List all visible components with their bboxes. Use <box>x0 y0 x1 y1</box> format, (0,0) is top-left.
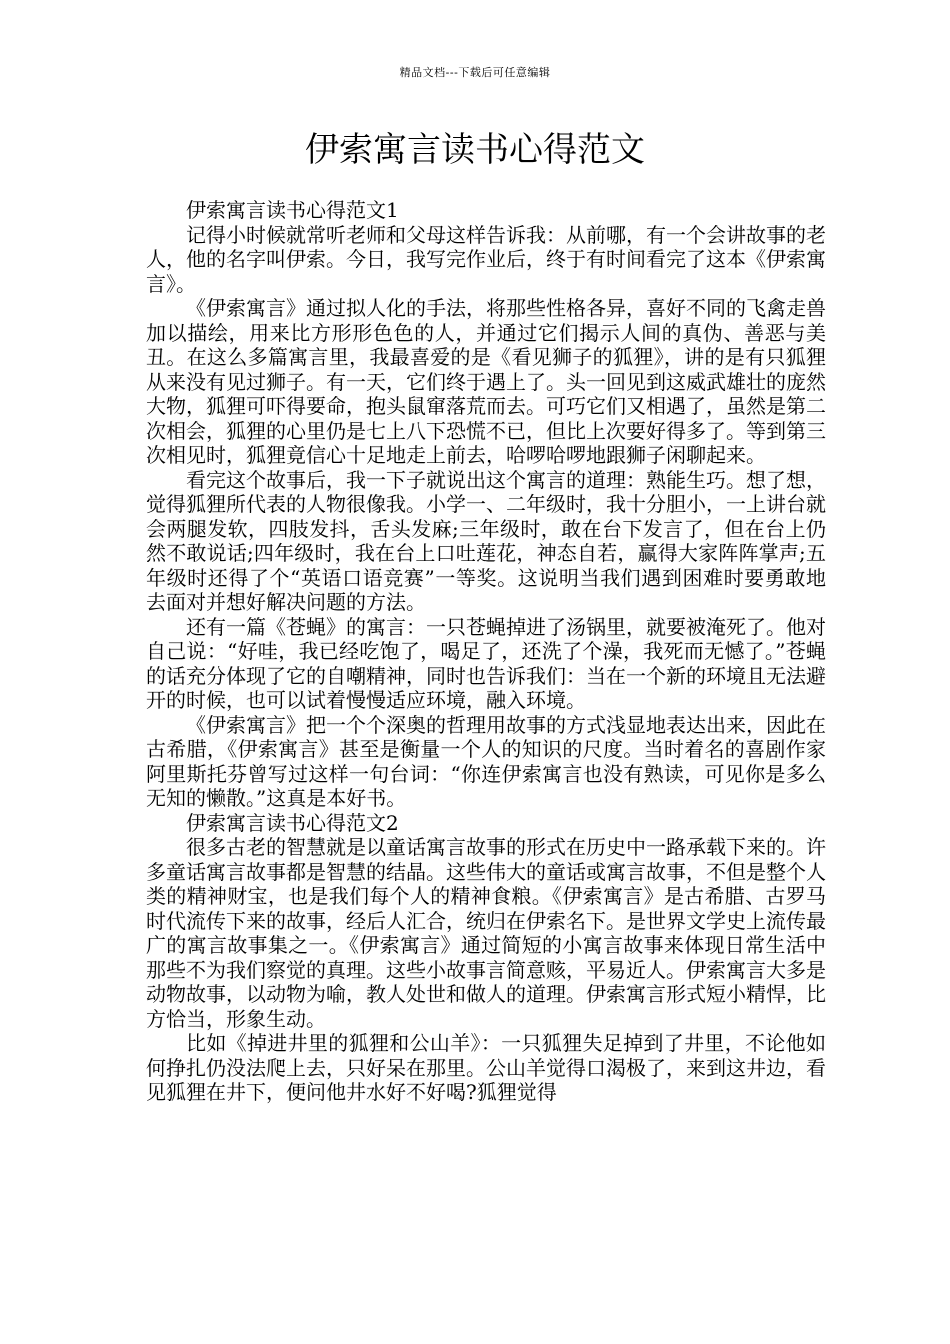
paragraph: 记得小时候就常听老师和父母这样告诉我：从前哪，有一个会讲故事的老人，他的名字叫伊索。今日，我写完作业后，终于有时间看完了这本《伊索寓言》。 <box>146 222 826 296</box>
paragraph: 还有一篇《苍蝇》的寓言：一只苍蝇掉进了汤锅里，就要被淹死了。他对自己说：“好哇，我已经吃饱了，喝足了，还洗了个澡，我死而无憾了。”苍蝇的话充分体现了它的自嘲精神，同时也告诉我们：当在一个新的环境且无法避开的时候，也可以试着慢慢适应环境，融入环境。 <box>146 614 826 712</box>
section-heading-1: 伊索寓言读书心得范文1 <box>186 198 399 222</box>
paragraph: 比如《掉进井里的狐狸和公山羊》：一只狐狸失足掉到了井里，不论他如何挣扎仍没法爬上去，只好呆在那里。公山羊觉得口渴极了，来到这井边，看见狐狸在井下，便问他井水好不好喝?狐狸觉得 <box>146 1031 826 1104</box>
paragraph: 很多古老的智慧就是以童话寓言故事的形式在历史中一路承载下来的。许多童话寓言故事都是智慧的结晶。这些伟大的童话或寓言故事，不但是整个人类的精神财宝，也是我们每个人的精神食粮。《伊索寓言》是古希腊、古罗马时代流传下来的故事，经后人汇合，统归在伊索名下。是世界文学史上流传最广的寓言故事集之一。《伊索寓言》通过简短的小寓言故事来体现日常生活中那些不为我们察觉的真理。这些小故事言简意赅，平易近人。伊索寓言大多是动物故事，以动物为喻，教人处世和做人的道理。伊索寓言形式短小精悍，比方恰当，形象生动。 <box>146 835 826 1031</box>
section-heading-2: 伊索寓言读书心得范文2 <box>186 810 399 835</box>
header-note: 精品文档---下载后可任意编辑 <box>399 66 551 79</box>
document-title: 伊索寓言读书心得范文 <box>305 130 645 170</box>
paragraph: 《伊索寓言》把一个个深奥的哲理用故事的方式浅显地表达出来，因此在古希腊，《伊索寓言》甚至是衡量一个人的知识的尺度。当时着名的喜剧作家阿里斯托芬曾写过这样一句台词：“你连伊索寓言也没有熟读，可见你是多么无知的懒散。”这真是本好书。 <box>146 712 826 810</box>
paragraph: 《伊索寓言》通过拟人化的手法，将那些性格各异，喜好不同的飞禽走兽加以描绘，用来比方形形色色的人，并通过它们揭示人间的真伪、善恶与美丑。在这么多篇寓言里，我最喜爱的是《看见狮子的狐狸》，讲的是有只狐狸从来没有见过狮子。有一天，它们终于遇上了。头一回见到这威武雄壮的庞然大物，狐狸可吓得要命，抱头鼠窜落荒而去。可巧它们又相遇了，虽然是第二次相会，狐狸的心里仍是七上八下恐慌不已，但比上次要好得多了。等到第三次相见时，狐狸竟信心十足地走上前去，哈啰哈啰地跟狮子闲聊起来。 <box>146 296 826 467</box>
document-body <box>146 198 826 1105</box>
paragraph: 看完这个故事后，我一下子就说出这个寓言的道理：熟能生巧。想了想，觉得狐狸所代表的人物很像我。小学一、二年级时，我十分胆小，一上讲台就会两腿发软，四肢发抖，舌头发麻;三年级时，敢在台下发言了，但在台上仍然不敢说话;四年级时，我在台上口吐莲花，神态自若，赢得大家阵阵掌声;五年级时还得了个“英语口语竞赛”一等奖。这说明当我们遇到困难时要勇敢地去面对并想好解决问题的方法。 <box>146 467 826 614</box>
